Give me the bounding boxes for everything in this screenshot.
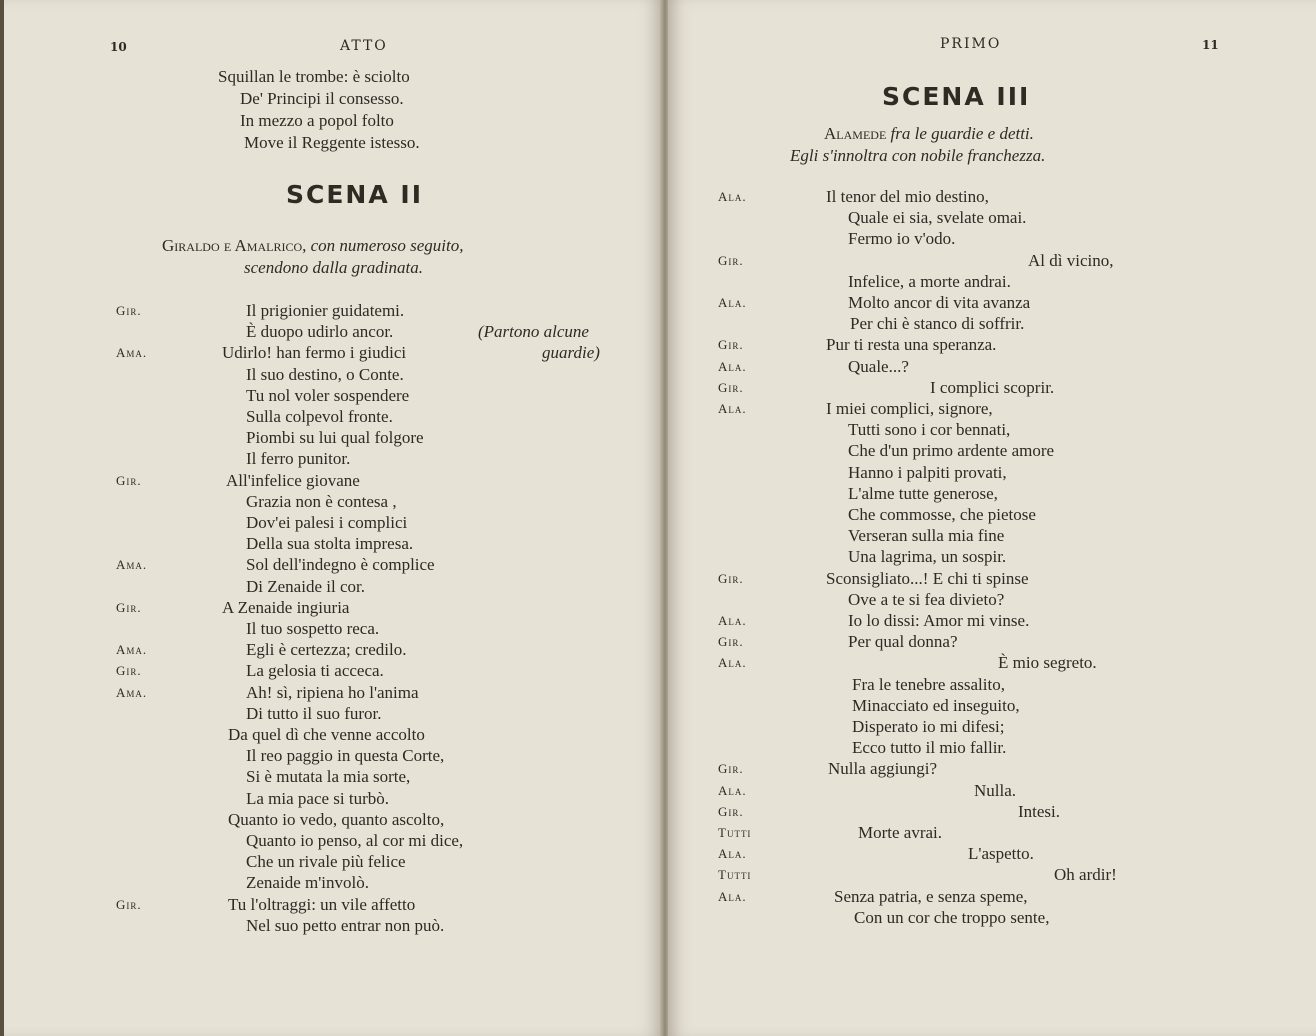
verse-line: Move il Reggente istesso. <box>244 133 420 152</box>
verse-line: Che d'un primo ardente amore <box>848 441 1055 461</box>
page-number-right: 11 <box>1202 38 1219 52</box>
speaker-label: Gir. <box>116 599 142 615</box>
verse-line: Ah! sì, ripiena ho l'anima <box>246 682 419 702</box>
speaker-label: Ala. <box>718 189 747 204</box>
speaker-label: Gir. <box>718 252 744 268</box>
verse-line: Il tuo sospetto reca. <box>246 619 380 638</box>
stage-direction-right-line2: Egli s'innoltra con nobile franchezza. <box>790 146 1046 165</box>
verse-line: Udirlo! han fermo i giudici <box>222 343 407 363</box>
verse-line: Il ferro punitor. <box>246 449 351 469</box>
verse-line: Tutti sono i cor bennati, <box>848 420 1011 440</box>
verse-line: Il suo destino, o Conte. <box>246 364 404 384</box>
speaker-label: Ama. <box>116 684 148 700</box>
speaker-label: Ama. <box>116 345 148 361</box>
verse-line: Minacciato ed inseguito, <box>852 695 1020 715</box>
verse-line: All'infelice giovane <box>226 470 360 490</box>
speaker-label: Ala. <box>718 846 747 862</box>
verse-line: Di Zenaide il cor. <box>246 576 365 596</box>
verse-line: Una lagrima, un sospir. <box>848 547 1007 567</box>
speaker-label: Tutti <box>718 867 752 883</box>
verse-line: Ecco tutto il mio fallir. <box>852 738 1007 758</box>
speaker-label: Gir. <box>718 634 744 650</box>
verse-line: L'alme tutte generose, <box>848 483 998 503</box>
verse-line: Piombi su lui qual folgore <box>246 428 424 448</box>
verse-line: Grazia non è contesa , <box>246 491 397 511</box>
verse-line: Che commosse, che pietose <box>848 505 1036 524</box>
scene-title-left: SCENA II <box>286 180 424 209</box>
verse-line: Morte avrai. <box>858 823 943 842</box>
verse-line: Il reo paggio in questa Corte, <box>246 746 445 766</box>
verse-line: Tu l'oltraggi: un vile affetto <box>228 894 416 914</box>
speaker-label: Gir. <box>116 663 142 679</box>
speaker-label: Ala. <box>718 295 747 310</box>
verse-line: A Zenaide ingiuria <box>222 597 350 617</box>
verse-line: Il tenor del mio destino, <box>826 187 989 206</box>
verse-line: Per chi è stanco di soffrir. <box>850 314 1025 334</box>
right-page <box>668 0 1316 1036</box>
stage-names: Giraldo e Amalrico, <box>162 236 307 255</box>
verse-line: È duopo udirlo ancor. <box>246 322 394 342</box>
verse-line: Intesi. <box>1018 801 1061 821</box>
verse-line: De' Principi il consesso. <box>240 89 404 108</box>
stage-names: Alamede <box>824 124 887 143</box>
verse-line: Pur ti resta una speranza. <box>826 335 997 355</box>
verse-line: Tu nol voler sospendere <box>246 385 410 405</box>
stage-text: con numeroso seguito, <box>310 236 464 255</box>
speaker-label: Gir. <box>718 803 744 819</box>
speaker-label: Ala. <box>718 358 747 374</box>
verse-line: Hanno i palpiti provati, <box>848 462 1007 482</box>
verse-line: Che un rivale più felice <box>246 852 406 872</box>
verse-line: Nulla. <box>974 780 1017 800</box>
verse-line: Zenaide m'involò. <box>246 873 369 893</box>
verse-line: Molto ancor di vita avanza <box>848 293 1031 312</box>
verse-line: Egli è certezza; credilo. <box>246 640 407 660</box>
verse-line: Nel suo petto entrar non può. <box>246 915 445 935</box>
stage-direction-left-line2: scendono dalla gradinata. <box>244 258 423 277</box>
verse-line: Nulla aggiungi? <box>828 759 938 779</box>
speaker-label: Gir. <box>116 896 142 912</box>
verse-line: Si è mutata la mia sorte, <box>246 767 411 787</box>
verse-line: La mia pace si turbò. <box>246 788 390 808</box>
verse-line: Al dì vicino, <box>1028 250 1114 270</box>
verse-line: Sol dell'indegno è complice <box>246 555 435 575</box>
verse-line: Fra le tenebre assalito, <box>852 674 1005 694</box>
verse-line: Quale ei sia, svelate omai. <box>848 208 1027 228</box>
speaker-label: Gir. <box>718 570 744 586</box>
verse-line: Squillan le trombe: è sciolto <box>218 67 410 86</box>
stage-aside: guardie) <box>542 343 600 363</box>
stage-text: fra le guardie e detti. <box>890 124 1034 143</box>
verse-line: I complici scoprir. <box>930 377 1055 397</box>
speaker-label: Ala. <box>718 401 747 416</box>
speaker-label: Tutti <box>718 825 752 840</box>
speaker-label: Ala. <box>718 613 747 628</box>
stage-direction-right-line1 <box>824 124 1034 144</box>
verse-line: Io lo dissi: Amor mi vinse. <box>848 611 1030 630</box>
verse-line: Da quel dì che venne accolto <box>228 725 425 744</box>
speaker-label: Ama. <box>116 642 148 658</box>
verse-line: Quale...? <box>848 356 909 376</box>
verse-line: È mio segreto. <box>998 653 1097 673</box>
verse-line: Sconsigliato...! E chi ti spinse <box>826 568 1029 588</box>
verse-line: I miei complici, signore, <box>826 399 993 418</box>
verse-line: Disperato io mi difesi; <box>852 717 1005 736</box>
verse-line: Con un cor che troppo sente, <box>854 907 1050 927</box>
verse-line: Per qual donna? <box>848 632 958 652</box>
verse-line: Sulla colpevol fronte. <box>246 407 393 426</box>
verse-line: In mezzo a popol folto <box>240 111 394 130</box>
speaker-label: Ala. <box>718 888 747 904</box>
speaker-label: Gir. <box>116 472 142 488</box>
speaker-label: Gir. <box>116 303 142 318</box>
running-head-left: ATTO <box>340 38 388 54</box>
verse-line: Verseran sulla mia fine <box>848 526 1005 546</box>
speaker-label: Ama. <box>116 557 148 573</box>
page-number-left: 10 <box>110 40 127 54</box>
verse-line: Senza patria, e senza speme, <box>834 886 1028 906</box>
speaker-label: Gir. <box>718 761 744 777</box>
verse-line: Dov'ei palesi i complici <box>246 513 408 532</box>
speaker-label: Gir. <box>718 379 744 395</box>
verse-line: Ove a te si fea divieto? <box>848 589 1005 609</box>
verse-line: Infelice, a morte andrai. <box>848 271 1011 291</box>
verse-line: La gelosia ti acceca. <box>246 661 384 681</box>
verse-line: Della sua stolta impresa. <box>246 534 414 554</box>
verse-line: Il prigionier guidatemi. <box>246 301 405 320</box>
verse-line: Fermo io v'odo. <box>848 229 956 249</box>
stage-direction-left-line1 <box>162 236 463 256</box>
left-page <box>4 0 662 1036</box>
scene-title-right: SCENA III <box>882 82 1031 111</box>
running-head-right: PRIMO <box>940 36 1002 52</box>
speaker-label: Ala. <box>718 782 747 798</box>
stage-aside: (Partono alcune <box>478 322 589 342</box>
verse-line: Oh ardir! <box>1054 865 1117 885</box>
verse-line: Quanto io vedo, quanto ascolto, <box>228 809 445 829</box>
speaker-label: Gir. <box>718 337 744 353</box>
verse-line: Di tutto il suo furor. <box>246 703 382 723</box>
verse-line: Quanto io penso, al cor mi dice, <box>246 831 464 850</box>
speaker-label: Ala. <box>718 655 747 671</box>
verse-line: L'aspetto. <box>968 844 1034 864</box>
